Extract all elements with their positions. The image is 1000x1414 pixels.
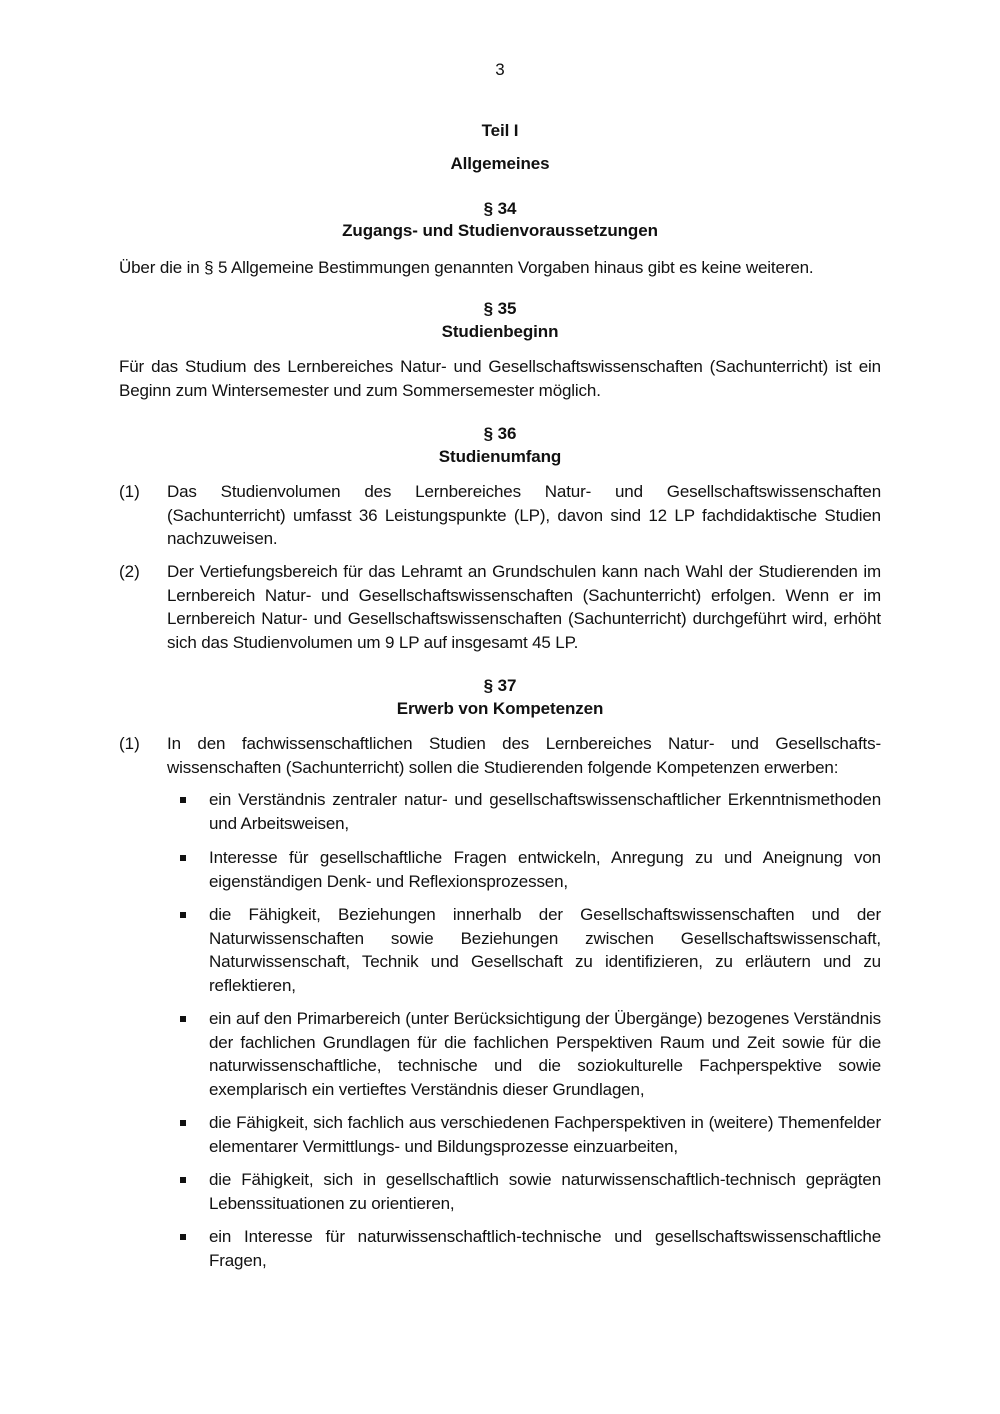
section-37-item-1-text: In den fachwissenschaftlichen Studien des Lernbereiches Natur- und Gesellschafts-wissenschaften (Sachunterricht) sollen die Studierenden folgende Kompetenzen erwerben:	[167, 734, 881, 777]
competency-item: Interesse für gesellschaftliche Fragen entwickeln, Anregung zu und Aneignung von eigenständigen Denk- und Reflexionsprozessen,	[209, 848, 881, 891]
bullet-marker	[180, 855, 186, 861]
bullet-marker	[180, 797, 186, 803]
bullet-marker	[180, 1234, 186, 1240]
section-37-item-1-label: (1)	[119, 734, 140, 753]
section-36-item-1-label: (1)	[119, 482, 140, 501]
section-35-text: Für das Studium des Lernbereiches Natur- und Gesellschaftswissenschaften (Sachunterricht) ist ein Beginn zum Wintersemester und zum Sommersemester möglich.	[119, 357, 881, 400]
section-37-number: § 37	[483, 676, 517, 695]
competency-item: ein Interesse für naturwissenschaftlich-technische und gesellschaftswissenschaftliche Fragen,	[209, 1227, 881, 1270]
competency-item: ein auf den Primarbereich (unter Berücksichtigung der Übergänge) bezogenes Verständnis der fachlichen Grundlagen für die fachlichen Perspektiven Raum und Zeit sowie für die naturwissenschaftliche, technische und die soziokulturelle Fachperspektive sowie exemplarisch ein vertieftes Verständnis dieser Grundlagen,	[209, 1009, 881, 1099]
part-title: Teil I	[481, 121, 519, 140]
section-35-title: Studienbeginn	[441, 322, 559, 341]
section-36-number: § 36	[483, 424, 517, 443]
section-34-title: Zugangs- und Studienvoraussetzungen	[342, 221, 658, 240]
competency-item: ein Verständnis zentraler natur- und gesellschaftswissenschaftlicher Erkenntnismethoden und Arbeitsweisen,	[209, 790, 881, 833]
section-36-item-2-text: Der Vertiefungsbereich für das Lehramt an Grundschulen kann nach Wahl der Studierenden im Lernbereich Natur- und Gesellschaftswissenschaften (Sachunterricht) erfolgen. Wenn er im Lernbereich Natur- und Gesellschaftswissenschaften (Sachunterricht) durchgeführt wird, erhöht sich das Studienvolumen um 9 LP auf insgesamt 45 LP.	[167, 562, 881, 652]
section-35-number: § 35	[483, 299, 517, 318]
section-34-number: § 34	[483, 199, 517, 218]
bullet-marker	[180, 1177, 186, 1183]
bullet-marker	[180, 1120, 186, 1126]
section-37-title: Erwerb von Kompetenzen	[396, 699, 604, 718]
section-34-text: Über die in § 5 Allgemeine Bestimmungen genannten Vorgaben hinaus gibt es keine weiteren.	[119, 258, 814, 277]
section-36-item-1-text: Das Studienvolumen des Lernbereiches Natur- und Gesellschaftswissenschaften (Sachunterricht) umfasst 36 Leistungspunkte (LP), davon sind 12 LP fachdidaktische Studien nachzuweisen.	[167, 482, 881, 548]
page-number: 3	[495, 60, 505, 79]
competency-item: die Fähigkeit, sich fachlich aus verschiedenen Fachperspektiven in (weitere) Themenfelder elementarer Vermittlungs- und Bildungsprozesse einzuarbeiten,	[209, 1113, 881, 1156]
competency-item: die Fähigkeit, sich in gesellschaftlich sowie naturwissenschaftlich-technisch geprägten Lebenssituationen zu orientieren,	[209, 1170, 881, 1213]
competency-item: die Fähigkeit, Beziehungen innerhalb der Gesellschaftswissenschaften und der Naturwissenschaften sowie Beziehungen zwischen Gesellschaftswissenschaft, Naturwissenschaft, Technik und Gesellschaft zu identifizieren, zu erläutern und zu reflektieren,	[209, 905, 881, 995]
section-36-item-2-label: (2)	[119, 562, 140, 581]
bullet-marker	[180, 1016, 186, 1022]
part-subtitle: Allgemeines	[450, 154, 550, 173]
section-36-title: Studienumfang	[438, 447, 562, 466]
bullet-marker	[180, 912, 186, 918]
